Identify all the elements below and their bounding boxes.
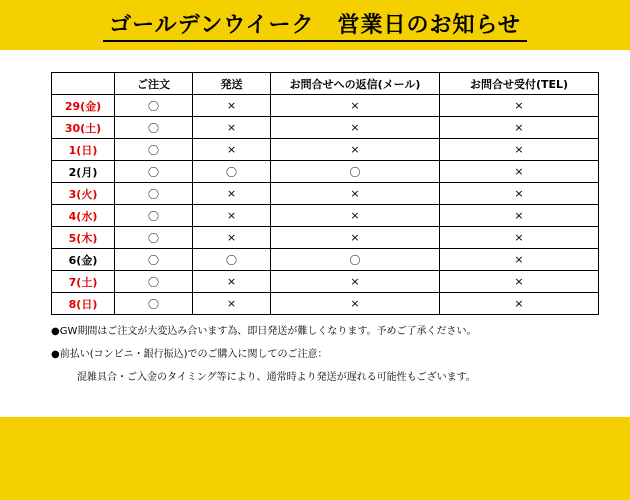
table-row bbox=[52, 161, 599, 183]
phone-cell: × bbox=[440, 161, 599, 183]
schedule-table bbox=[51, 72, 599, 315]
email-reply-cell: × bbox=[271, 293, 440, 315]
table-row bbox=[52, 205, 599, 227]
shipping-cell: × bbox=[193, 95, 271, 117]
note-prepayment-detail: 混雑具合・ご入金のタイミング等により、通常時より発送が遅れる可能性もございます。 bbox=[77, 372, 476, 383]
table-row bbox=[52, 249, 599, 271]
shipping-cell: × bbox=[193, 139, 271, 161]
order-cell: 〇 bbox=[115, 205, 193, 227]
email-reply-cell: × bbox=[271, 227, 440, 249]
order-cell: 〇 bbox=[115, 183, 193, 205]
date-cell: 4(水) bbox=[52, 205, 115, 227]
phone-cell: × bbox=[440, 249, 599, 271]
shipping-cell: × bbox=[193, 205, 271, 227]
phone-cell: × bbox=[440, 205, 599, 227]
date-cell: 6(金) bbox=[52, 249, 115, 271]
header-email-reply: お問合せへの返信(メール) bbox=[271, 73, 440, 95]
email-reply-cell: × bbox=[271, 139, 440, 161]
header-shipping: 発送 bbox=[193, 73, 271, 95]
table-header-row bbox=[52, 73, 599, 95]
date-cell: 7(土) bbox=[52, 271, 115, 293]
phone-cell: × bbox=[440, 95, 599, 117]
phone-cell: × bbox=[440, 227, 599, 249]
email-reply-cell: × bbox=[271, 205, 440, 227]
order-cell: 〇 bbox=[115, 95, 193, 117]
table-row bbox=[52, 139, 599, 161]
notes-section bbox=[51, 322, 477, 391]
phone-cell: × bbox=[440, 271, 599, 293]
phone-cell: × bbox=[440, 117, 599, 139]
email-reply-cell: × bbox=[271, 183, 440, 205]
shipping-cell: 〇 bbox=[193, 249, 271, 271]
page-title bbox=[0, 8, 630, 39]
note-prepayment-heading: ●前払い(コンビニ・銀行振込)でのご購入に関してのご注意： bbox=[51, 349, 328, 360]
order-cell: 〇 bbox=[115, 161, 193, 183]
email-reply-cell: × bbox=[271, 95, 440, 117]
table-row bbox=[52, 95, 599, 117]
email-reply-cell: × bbox=[271, 117, 440, 139]
shipping-cell: × bbox=[193, 227, 271, 249]
date-cell: 8(日) bbox=[52, 293, 115, 315]
order-cell: 〇 bbox=[115, 139, 193, 161]
shipping-cell: 〇 bbox=[193, 161, 271, 183]
date-cell: 30(土) bbox=[52, 117, 115, 139]
footer-band bbox=[0, 417, 630, 500]
order-cell: 〇 bbox=[115, 227, 193, 249]
table-row bbox=[52, 293, 599, 315]
table-row bbox=[52, 227, 599, 249]
date-cell: 1(日) bbox=[52, 139, 115, 161]
order-cell: 〇 bbox=[115, 271, 193, 293]
email-reply-cell: 〇 bbox=[271, 161, 440, 183]
phone-cell: × bbox=[440, 293, 599, 315]
phone-cell: × bbox=[440, 139, 599, 161]
date-cell: 3(火) bbox=[52, 183, 115, 205]
date-cell: 29(金) bbox=[52, 95, 115, 117]
header-phone: お問合せ受付(TEL) bbox=[440, 73, 599, 95]
email-reply-cell: 〇 bbox=[271, 249, 440, 271]
order-cell: 〇 bbox=[115, 249, 193, 271]
date-cell: 2(月) bbox=[52, 161, 115, 183]
date-cell: 5(木) bbox=[52, 227, 115, 249]
shipping-cell: × bbox=[193, 271, 271, 293]
email-reply-cell: × bbox=[271, 271, 440, 293]
shipping-cell: × bbox=[193, 117, 271, 139]
shipping-cell: × bbox=[193, 293, 271, 315]
note-gw-period: ●GW期間はご注文が大変込み合います為、即日発送が難しくなります。予めご了承ください。 bbox=[51, 326, 477, 337]
order-cell: 〇 bbox=[115, 293, 193, 315]
header-order: ご注文 bbox=[115, 73, 193, 95]
order-cell: 〇 bbox=[115, 117, 193, 139]
page-title-text: ゴールデンウイーク 営業日のお知らせ bbox=[103, 13, 527, 42]
table-row bbox=[52, 117, 599, 139]
table-row bbox=[52, 271, 599, 293]
header-date bbox=[52, 73, 115, 95]
phone-cell: × bbox=[440, 183, 599, 205]
table-row bbox=[52, 183, 599, 205]
shipping-cell: × bbox=[193, 183, 271, 205]
